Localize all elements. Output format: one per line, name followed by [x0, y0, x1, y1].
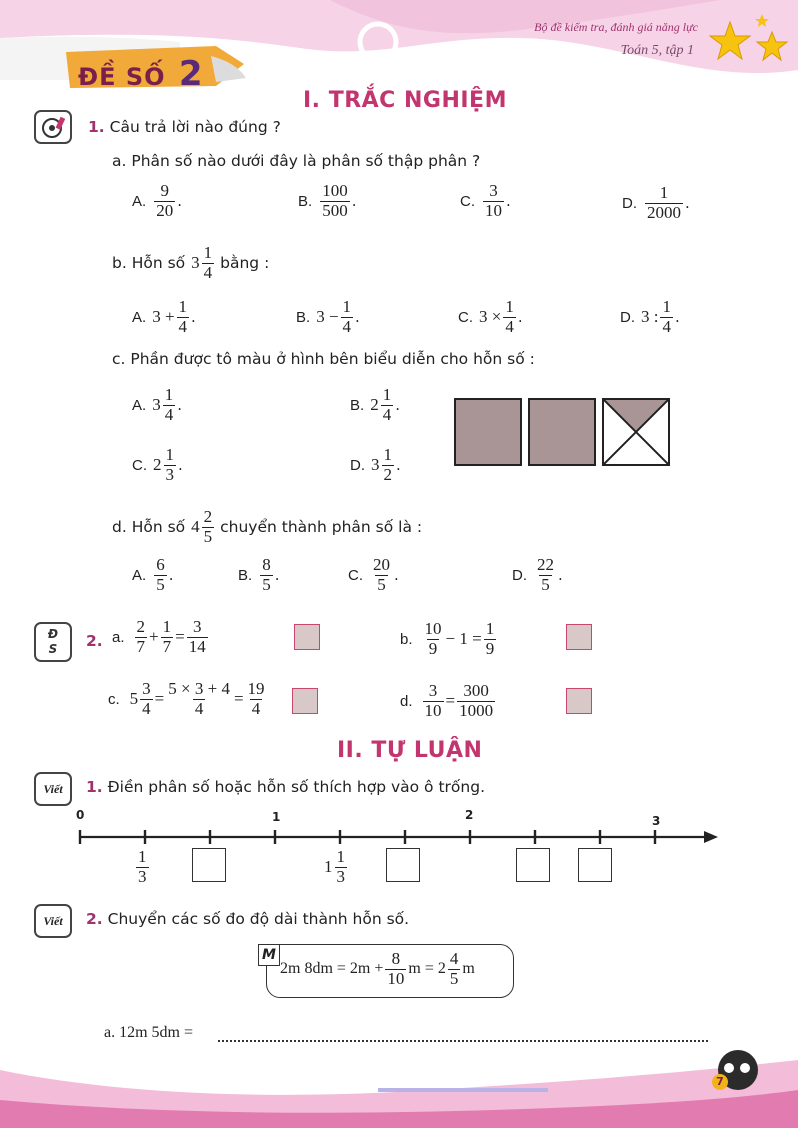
tick-label-1: 1: [272, 810, 281, 824]
option-label: A.: [132, 308, 147, 326]
denominator: 4: [382, 404, 392, 424]
badge-number: 2: [178, 54, 204, 94]
numerator: 300: [463, 681, 489, 700]
option-label: B.: [238, 566, 253, 584]
denominator: 4: [251, 698, 261, 718]
q2a-statement: [112, 618, 210, 656]
number-line-blank-1[interactable]: [192, 848, 226, 882]
numerator: 1: [165, 445, 174, 464]
q2b-answer-box[interactable]: [566, 624, 592, 650]
q1b-option-c[interactable]: [458, 298, 523, 336]
shaded-square-1: [454, 398, 522, 466]
q1b-option-b[interactable]: [296, 298, 360, 336]
q2d-answer-box[interactable]: [566, 688, 592, 714]
question-1b-stem: [112, 244, 269, 282]
page-number: 7: [712, 1074, 728, 1090]
numerator: 1: [662, 297, 671, 316]
numerator: 3: [142, 679, 151, 698]
period: .: [558, 566, 563, 585]
question-1-prompt: [88, 118, 281, 136]
period: .: [395, 396, 400, 415]
essay-question-2-prompt: [86, 910, 409, 928]
numerator: 1: [485, 619, 495, 638]
denominator: 10: [485, 200, 502, 220]
series-title: Bộ đề kiểm tra, đánh giá năng lực: [534, 20, 698, 34]
expr-middle: m = 2: [408, 960, 446, 978]
numerator: 9: [160, 181, 169, 200]
expr-prefix: 3 +: [152, 307, 175, 327]
item-label: b.: [400, 630, 413, 648]
section-title-essay: II. TỰ LUẬN: [337, 738, 483, 763]
mixed-whole: 3: [191, 253, 200, 273]
badge-text: ĐỀ SỐ: [78, 63, 166, 91]
number-line-blank-2[interactable]: [386, 848, 420, 882]
denominator: 7: [136, 636, 146, 656]
denominator: 4: [662, 316, 671, 336]
q1a-option-a[interactable]: [132, 182, 182, 220]
period: .: [274, 566, 280, 585]
partially-shaded-square: [602, 398, 670, 466]
numerator: 1: [162, 617, 172, 636]
mixed-whole: 5: [129, 689, 139, 709]
q2c-statement: [108, 680, 269, 718]
mixed-whole: 4: [191, 517, 200, 537]
footer-decoration: [0, 1040, 798, 1128]
denominator: 7: [162, 636, 172, 656]
period: .: [674, 308, 680, 327]
denominator: 4: [142, 698, 151, 718]
numerator: 1: [164, 385, 174, 404]
period: .: [685, 194, 690, 213]
denominator: 3: [138, 866, 147, 886]
option-label: A.: [132, 566, 147, 584]
stem-prefix: d. Hỗn số: [112, 518, 186, 537]
item-a-label: a. 12m 5dm =: [104, 1024, 194, 1041]
denominator: 20: [156, 200, 174, 220]
stars-decoration: [700, 12, 798, 82]
option-label: B.: [350, 396, 365, 414]
q1c-option-d[interactable]: [350, 446, 401, 484]
numerator: 3: [489, 181, 498, 200]
numerator: 22: [537, 555, 554, 574]
equals: =: [154, 689, 165, 709]
q1d-option-b[interactable]: [238, 556, 279, 594]
denominator: 500: [322, 200, 348, 220]
mixed-whole: 1: [324, 857, 333, 877]
numerator: 1: [178, 297, 188, 316]
essay-question-1-text: Điền phân số hoặc hỗn số thích hợp vào ô trống.: [107, 778, 485, 796]
mixed-whole: 2: [153, 455, 162, 475]
option-label: A.: [132, 192, 147, 210]
denominator: 14: [188, 636, 206, 656]
numerator: 6: [156, 555, 165, 574]
given-value-2: [324, 848, 349, 886]
numerator: 3: [192, 617, 202, 636]
q1c-option-a[interactable]: [132, 386, 182, 424]
denominator: 3: [165, 464, 174, 484]
numerator: 8: [262, 555, 271, 574]
expr-middle: − 1 =: [445, 629, 482, 649]
numerator: 1: [138, 847, 147, 866]
numerator: 100: [322, 181, 348, 200]
write-icon: [34, 772, 72, 806]
denominator: 4: [505, 316, 514, 336]
period: .: [191, 308, 196, 327]
item-label: a.: [112, 628, 125, 646]
q1a-option-b[interactable]: [298, 182, 356, 220]
true-false-icon: [34, 622, 72, 662]
expr-prefix: 3 :: [641, 307, 659, 327]
period: .: [168, 566, 174, 585]
question-1-text: Câu trả lời nào đúng ?: [109, 118, 281, 136]
essay-question-2-number: 2.: [86, 910, 103, 928]
tick-label-2: 2: [465, 808, 474, 822]
q2c-answer-box[interactable]: [292, 688, 318, 714]
numerator: 4: [449, 949, 459, 968]
option-label: A.: [132, 396, 147, 414]
numerator: 2: [136, 617, 146, 636]
book-subtitle: Toán 5, tập 1: [620, 43, 694, 58]
true-false-icon-text: Đ S: [47, 627, 59, 656]
denominator: 5: [203, 526, 213, 546]
option-label: D.: [622, 194, 637, 212]
mixed-whole: 3: [371, 455, 380, 475]
period: .: [517, 308, 523, 327]
q1d-option-a[interactable]: [132, 556, 173, 594]
essay-question-1-prompt: [86, 778, 485, 796]
number-line-blank-4[interactable]: [578, 848, 612, 882]
option-label: C.: [348, 566, 363, 584]
write-icon: [34, 904, 72, 938]
period: .: [177, 396, 182, 415]
q2a-answer-box[interactable]: [294, 624, 320, 650]
q1b-option-a[interactable]: [132, 298, 196, 336]
sample-expression: [280, 950, 475, 988]
stem-prefix: b. Hỗn số: [112, 254, 186, 273]
essay-question-2-text: Chuyển các số đo độ dài thành hỗn số.: [107, 910, 410, 928]
denominator: 5: [541, 574, 550, 594]
q1c-option-b[interactable]: [350, 386, 400, 424]
numerator: 1: [336, 847, 345, 866]
denominator: 5: [377, 574, 386, 594]
mixed-whole: 2: [370, 395, 379, 415]
numerator: 2: [203, 507, 213, 526]
period: .: [396, 456, 401, 475]
denominator: 10: [424, 700, 442, 720]
exam-badge: [78, 54, 204, 94]
denominator: 2: [383, 464, 392, 484]
denominator: 5: [262, 574, 271, 594]
question-2-number-text: 2.: [86, 632, 103, 650]
denominator: 2000: [647, 202, 681, 222]
essay-question-1-number: 1.: [86, 778, 103, 796]
denominator: 4: [194, 698, 204, 718]
denominator: 5: [156, 574, 165, 594]
numerator: 1: [505, 297, 514, 316]
operator: +: [149, 627, 159, 647]
question-1c-stem: c. Phần được tô màu ở hình bên biểu diễn cho hỗn số :: [112, 350, 535, 368]
numerator: 1: [382, 385, 392, 404]
q1b-option-d[interactable]: [620, 298, 680, 336]
period: .: [351, 192, 357, 211]
q1a-option-d[interactable]: [622, 184, 690, 222]
expr-prefix: 2m 8dm = 2m +: [280, 960, 384, 978]
section-title-multiple-choice: I. TRẮC NGHIỆM: [303, 88, 507, 113]
equals: =: [445, 691, 456, 711]
period: .: [177, 192, 182, 211]
equals: =: [175, 627, 185, 647]
denominator: 9: [428, 638, 438, 658]
denominator: 9: [485, 638, 495, 658]
period: .: [178, 456, 183, 475]
write-icon-text: Viết: [43, 913, 63, 928]
mixed-whole: 3: [152, 395, 161, 415]
question-2-number: [86, 632, 103, 650]
option-label: C.: [460, 192, 475, 210]
q2d-statement: [400, 682, 497, 720]
denominator: 4: [342, 316, 352, 336]
expr-prefix: 3 −: [316, 307, 339, 327]
q1d-option-d[interactable]: [512, 556, 563, 594]
denominator: 10: [387, 968, 405, 988]
denominator: 5: [449, 968, 459, 988]
write-icon-text: Viết: [43, 781, 63, 796]
numerator: 20: [373, 555, 390, 574]
option-label: D.: [512, 566, 527, 584]
expr-suffix: m: [462, 960, 475, 978]
given-value-1: [134, 848, 151, 886]
numerator: 5 × 3 + 4: [168, 679, 230, 698]
option-label: D.: [350, 456, 365, 474]
question-1-number: 1.: [88, 118, 105, 136]
numerator: 3: [428, 681, 438, 700]
tick-label-0: 0: [76, 808, 85, 822]
stem-suffix: chuyển thành phân số là :: [220, 518, 423, 537]
option-label: C.: [132, 456, 147, 474]
shaded-square-2: [528, 398, 596, 466]
denominator: 4: [178, 316, 188, 336]
denominator: 1000: [459, 700, 494, 720]
period: .: [506, 192, 511, 211]
tick-label-3: 3: [652, 814, 661, 828]
numerator: 19: [247, 679, 265, 698]
numerator: 1: [659, 183, 669, 202]
denominator: 4: [203, 262, 213, 282]
q1a-option-c[interactable]: [460, 182, 511, 220]
denominator: 3: [336, 866, 345, 886]
number-line-blank-3[interactable]: [516, 848, 550, 882]
multiple-choice-icon: [34, 110, 72, 144]
numerator: 1: [342, 297, 352, 316]
q1c-option-c[interactable]: [132, 446, 183, 484]
period: .: [355, 308, 360, 327]
option-label: C.: [458, 308, 473, 326]
numerator: 10: [424, 619, 442, 638]
option-label: B.: [296, 308, 311, 326]
equals: =: [233, 689, 244, 709]
numerator: 1: [383, 445, 392, 464]
numerator: 8: [391, 949, 401, 968]
question-1a-stem: a. Phân số nào dưới đây là phân số thập phân ?: [112, 152, 481, 170]
denominator: 4: [164, 404, 174, 424]
q1d-option-c[interactable]: [348, 556, 399, 594]
item-label: c.: [108, 690, 120, 708]
q2b-statement: [400, 620, 498, 658]
expr-prefix: 3 ×: [479, 307, 502, 327]
stem-suffix: bằng :: [220, 254, 270, 273]
period: .: [394, 566, 399, 585]
numerator: 1: [203, 243, 213, 262]
option-label: D.: [620, 308, 635, 326]
question-1d-stem: [112, 508, 422, 546]
item-label: d.: [400, 692, 413, 710]
sample-label: M: [258, 944, 280, 966]
option-label: B.: [298, 192, 313, 210]
